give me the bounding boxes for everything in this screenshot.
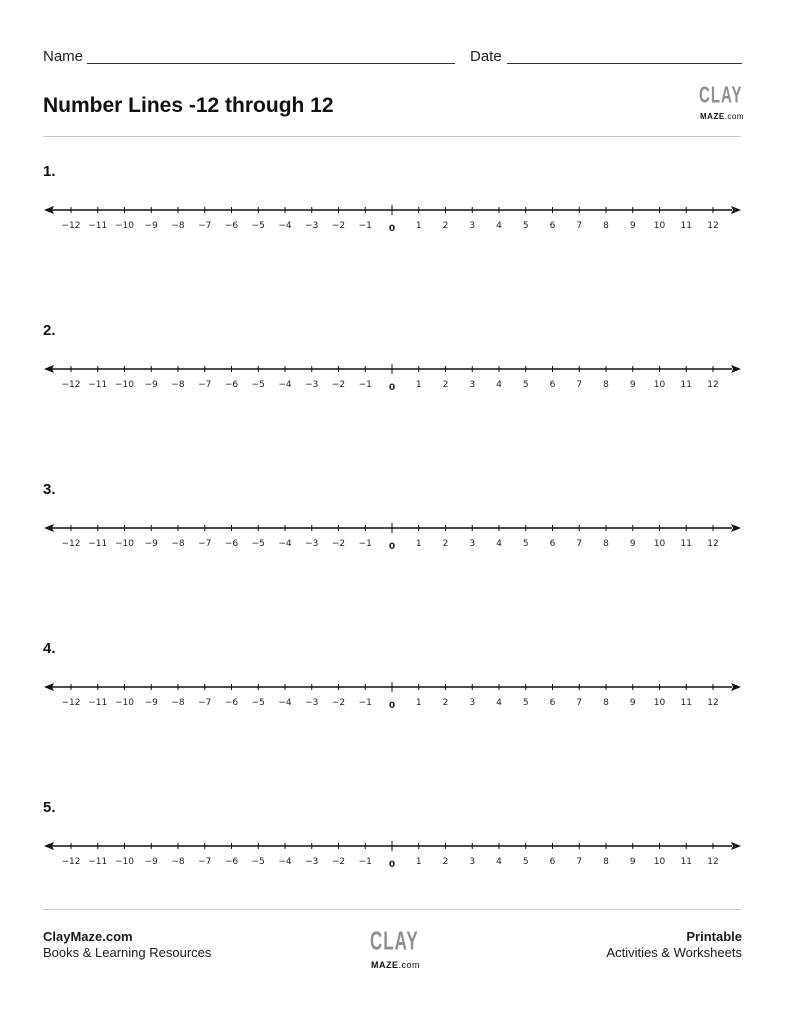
footer-left bbox=[43, 929, 211, 961]
problem-2 bbox=[0, 322, 791, 402]
tick-label: −11 bbox=[88, 539, 108, 549]
tick-label: 2 bbox=[442, 380, 449, 390]
problem-3 bbox=[0, 481, 791, 561]
footer-right-subtitle: Activities & Worksheets bbox=[606, 945, 742, 960]
tick-label: 10 bbox=[653, 857, 666, 867]
number-line-2 bbox=[0, 322, 791, 402]
tick-label: 3 bbox=[469, 221, 476, 231]
claymaze-logo bbox=[699, 82, 745, 128]
tick-label: −1 bbox=[358, 539, 372, 549]
problem-4 bbox=[0, 640, 791, 720]
right-arrow-icon bbox=[731, 842, 741, 850]
tick-label: 1 bbox=[415, 380, 422, 390]
tick-label: −7 bbox=[198, 698, 212, 708]
name-label: Name bbox=[43, 48, 84, 65]
header-divider bbox=[43, 136, 741, 137]
logo-maze-text: MAZE.com bbox=[371, 960, 421, 970]
problem-number: 5. bbox=[43, 799, 56, 816]
tick-label: 11 bbox=[680, 857, 692, 867]
problem-number: 3. bbox=[43, 481, 56, 498]
logo-clay-text: CLAY bbox=[699, 82, 743, 109]
problem-5 bbox=[0, 799, 791, 879]
tick-label: −11 bbox=[88, 698, 108, 708]
tick-label: 7 bbox=[576, 221, 583, 231]
footer-right-title: Printable bbox=[686, 929, 742, 944]
tick-label: −5 bbox=[251, 539, 265, 549]
logo-clay-text: CLAY bbox=[370, 926, 419, 956]
footer-brand: ClayMaze.com bbox=[43, 929, 133, 944]
problem-1 bbox=[0, 163, 791, 243]
tick-label: −8 bbox=[171, 857, 185, 867]
number-line-5 bbox=[0, 799, 791, 879]
tick-label: 10 bbox=[653, 698, 666, 708]
tick-label: −3 bbox=[305, 380, 319, 390]
tick-label: 10 bbox=[653, 539, 666, 549]
tick-label: −10 bbox=[115, 380, 134, 390]
tick-label: −9 bbox=[144, 380, 158, 390]
tick-label: −10 bbox=[115, 857, 134, 867]
tick-label: 0 bbox=[388, 701, 396, 711]
tick-label: 8 bbox=[603, 221, 609, 231]
tick-label: 8 bbox=[603, 380, 609, 390]
tick-label: 2 bbox=[442, 221, 449, 231]
tick-label: 1 bbox=[415, 221, 422, 231]
number-line-3 bbox=[0, 481, 791, 561]
tick-label: 8 bbox=[603, 698, 609, 708]
tick-label: −8 bbox=[171, 221, 185, 231]
footer-right bbox=[606, 929, 742, 961]
tick-label: −12 bbox=[61, 857, 81, 867]
tick-label: −6 bbox=[224, 698, 239, 708]
tick-label: 4 bbox=[496, 698, 502, 708]
date-label: Date bbox=[470, 48, 502, 65]
right-arrow-icon bbox=[731, 683, 741, 691]
tick-label: 9 bbox=[629, 380, 636, 390]
tick-label: 3 bbox=[469, 380, 476, 390]
tick-label: −12 bbox=[61, 380, 81, 390]
footer-tagline: Books & Learning Resources bbox=[43, 945, 212, 960]
page-title: Number Lines -12 through 12 bbox=[43, 94, 334, 117]
tick-label: 12 bbox=[707, 698, 719, 708]
tick-label: −1 bbox=[358, 857, 372, 867]
tick-label: 0 bbox=[388, 542, 396, 552]
tick-label: 8 bbox=[603, 539, 609, 549]
tick-label: 6 bbox=[549, 698, 556, 708]
tick-label: 1 bbox=[415, 857, 422, 867]
tick-label: −4 bbox=[278, 698, 292, 708]
tick-label: 2 bbox=[442, 539, 449, 549]
tick-label: −12 bbox=[61, 698, 81, 708]
right-arrow-icon bbox=[731, 206, 741, 214]
tick-label: 7 bbox=[576, 698, 583, 708]
tick-label: −8 bbox=[171, 698, 185, 708]
problem-number: 2. bbox=[43, 322, 56, 339]
tick-label: 11 bbox=[680, 380, 692, 390]
tick-label: 6 bbox=[549, 539, 556, 549]
tick-label: 12 bbox=[707, 857, 719, 867]
tick-label: −1 bbox=[358, 698, 372, 708]
tick-label: 3 bbox=[469, 539, 476, 549]
tick-label: 4 bbox=[496, 380, 502, 390]
tick-label: 10 bbox=[653, 380, 666, 390]
tick-label: −7 bbox=[198, 380, 212, 390]
tick-label: −5 bbox=[251, 380, 265, 390]
tick-label: 3 bbox=[469, 698, 476, 708]
right-arrow-icon bbox=[731, 365, 741, 373]
tick-label: −9 bbox=[144, 539, 158, 549]
tick-label: 12 bbox=[707, 539, 719, 549]
tick-label: 2 bbox=[442, 698, 449, 708]
tick-label: −5 bbox=[251, 221, 265, 231]
tick-label: 3 bbox=[469, 857, 476, 867]
tick-label: −5 bbox=[251, 857, 265, 867]
tick-label: −10 bbox=[115, 539, 134, 549]
date-field[interactable] bbox=[507, 63, 742, 64]
tick-label: −6 bbox=[224, 221, 239, 231]
tick-label: 7 bbox=[576, 380, 583, 390]
problem-number: 4. bbox=[43, 640, 56, 657]
tick-label: 1 bbox=[415, 539, 422, 549]
tick-label: 11 bbox=[680, 539, 692, 549]
name-field[interactable] bbox=[87, 63, 455, 64]
tick-label: 0 bbox=[388, 224, 396, 234]
tick-label: −8 bbox=[171, 380, 185, 390]
tick-label: 11 bbox=[680, 698, 692, 708]
tick-label: 9 bbox=[629, 221, 636, 231]
problem-number: 1. bbox=[43, 163, 56, 180]
tick-label: 5 bbox=[522, 698, 529, 708]
tick-label: 1 bbox=[415, 698, 422, 708]
tick-label: 10 bbox=[653, 221, 666, 231]
tick-label: −4 bbox=[278, 221, 292, 231]
tick-label: 11 bbox=[680, 221, 692, 231]
tick-label: 5 bbox=[522, 857, 529, 867]
tick-label: −2 bbox=[331, 221, 346, 231]
tick-label: 5 bbox=[522, 539, 529, 549]
tick-label: 7 bbox=[576, 539, 583, 549]
name-date-row bbox=[43, 48, 743, 68]
logo-maze-text: MAZE.com bbox=[700, 112, 745, 121]
tick-label: −11 bbox=[88, 221, 108, 231]
tick-label: −2 bbox=[331, 539, 346, 549]
tick-label: −9 bbox=[144, 857, 158, 867]
number-line-4 bbox=[0, 640, 791, 720]
tick-label: −3 bbox=[305, 539, 319, 549]
tick-label: 9 bbox=[629, 857, 636, 867]
tick-label: 9 bbox=[629, 539, 636, 549]
tick-label: −3 bbox=[305, 857, 319, 867]
tick-label: 0 bbox=[388, 383, 396, 393]
tick-label: −2 bbox=[331, 380, 346, 390]
tick-label: −6 bbox=[224, 380, 239, 390]
tick-label: 6 bbox=[549, 857, 556, 867]
right-arrow-icon bbox=[731, 524, 741, 532]
tick-label: −4 bbox=[278, 380, 292, 390]
tick-label: −10 bbox=[115, 221, 134, 231]
tick-label: −6 bbox=[224, 857, 239, 867]
tick-label: 4 bbox=[496, 221, 502, 231]
tick-label: −7 bbox=[198, 221, 212, 231]
tick-label: 4 bbox=[496, 857, 502, 867]
tick-label: 5 bbox=[522, 221, 529, 231]
tick-label: 5 bbox=[522, 380, 529, 390]
tick-label: −2 bbox=[331, 698, 346, 708]
tick-label: 4 bbox=[496, 539, 502, 549]
tick-label: −9 bbox=[144, 698, 158, 708]
tick-label: 12 bbox=[707, 221, 719, 231]
tick-label: −7 bbox=[198, 539, 212, 549]
tick-label: 0 bbox=[388, 860, 396, 870]
tick-label: 12 bbox=[707, 380, 719, 390]
tick-label: 8 bbox=[603, 857, 609, 867]
tick-label: −1 bbox=[358, 380, 372, 390]
tick-label: 7 bbox=[576, 857, 583, 867]
tick-label: −5 bbox=[251, 698, 265, 708]
tick-label: −3 bbox=[305, 221, 319, 231]
tick-label: 9 bbox=[629, 698, 636, 708]
tick-label: −3 bbox=[305, 698, 319, 708]
tick-label: −10 bbox=[115, 698, 134, 708]
tick-label: 6 bbox=[549, 380, 556, 390]
tick-label: −7 bbox=[198, 857, 212, 867]
tick-label: −12 bbox=[61, 539, 81, 549]
tick-label: −6 bbox=[224, 539, 239, 549]
tick-label: −9 bbox=[144, 221, 158, 231]
tick-label: −4 bbox=[278, 857, 292, 867]
tick-label: −2 bbox=[331, 857, 346, 867]
number-line-1 bbox=[0, 163, 791, 243]
footer-divider bbox=[43, 909, 741, 910]
tick-label: −4 bbox=[278, 539, 292, 549]
tick-label: 2 bbox=[442, 857, 449, 867]
tick-label: −12 bbox=[61, 221, 81, 231]
footer-logo bbox=[370, 928, 420, 978]
tick-label: 6 bbox=[549, 221, 556, 231]
tick-label: −11 bbox=[88, 380, 108, 390]
tick-label: −8 bbox=[171, 539, 185, 549]
tick-label: −11 bbox=[88, 857, 108, 867]
tick-label: −1 bbox=[358, 221, 372, 231]
